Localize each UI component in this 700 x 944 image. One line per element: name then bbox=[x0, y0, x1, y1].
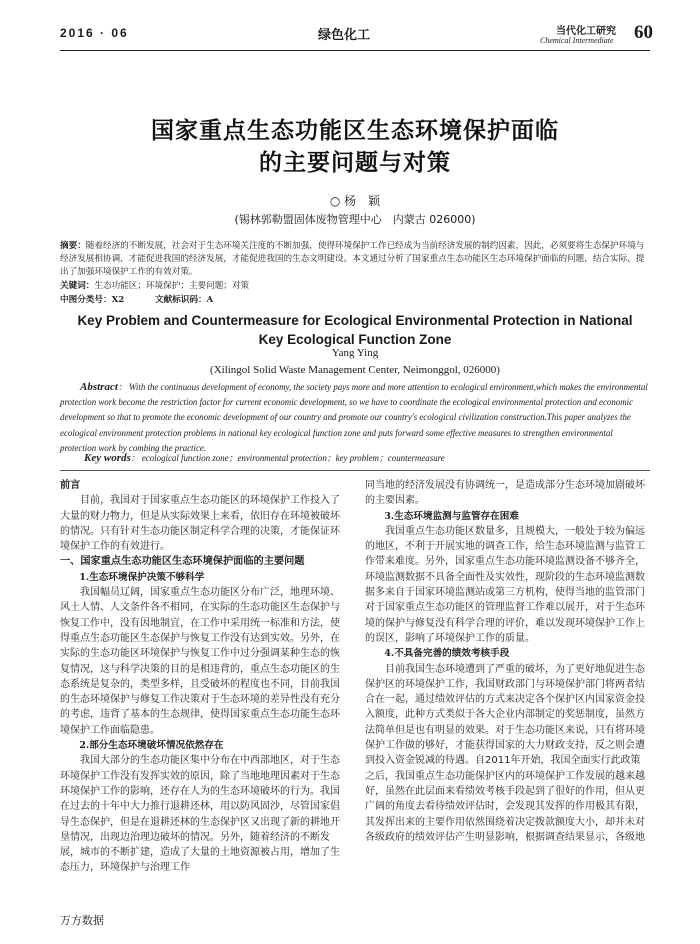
affiliation: (锡林郭勒盟固体废物管理中心 内蒙古 026000) bbox=[234, 213, 476, 226]
doc-code-value: A bbox=[206, 295, 214, 305]
doc-code-label: 文献标识码： bbox=[154, 295, 207, 305]
journal-logo-en: Chemical Intermediate bbox=[540, 36, 614, 45]
journal-logo-cn: 当代化工研究 bbox=[556, 26, 616, 37]
subsection-heading: 3.生态环境监测与监管存在困难 bbox=[384, 510, 519, 522]
keywords-text: 生态功能区；环境保护；主要问题；对策 bbox=[94, 281, 250, 291]
abstract-text: 随着经济的不断发展，社会对于生态环境关注度的不断加强，使得环境保护工作已经成为当前经济发展的制约因素，因此，必须要将生态保护环境与经济发展相协调，才能促进我国的经济发展，才能促进我国的生态文明建设。本文通过分析了国家重点生态功能区生态环境保护面临的问题，结合实际，提出了加强环境保护工作的有效对策。 bbox=[60, 241, 645, 277]
body-paragraph: 同当地的经济发展没有协调统一，是造成部分生态环境加剧破坏的主要因素。 bbox=[365, 480, 645, 507]
body-column-left bbox=[60, 478, 345, 876]
class-value: X2 bbox=[111, 295, 125, 305]
abstract-label: 摘要： bbox=[60, 241, 86, 251]
english-title-line-2: Key Ecological Function Zone bbox=[258, 332, 452, 347]
issue-date: 2016 · 06 bbox=[60, 26, 129, 40]
footer-source: 万方数据 bbox=[60, 914, 104, 927]
section-heading: 前言 bbox=[60, 480, 81, 491]
header-rule bbox=[60, 50, 650, 51]
english-author: Yang Ying bbox=[331, 347, 379, 359]
english-abstract-sep: ： bbox=[117, 382, 127, 392]
class-label: 中图分类号： bbox=[60, 295, 112, 305]
body-column-right bbox=[365, 478, 650, 845]
body-paragraph: 我国重点生态功能区数量多，且规模大，一般处于较为偏远的地区，不利于开展实地的调查工作，给生态环境监测与监管工作带来难度。另外，国家重点生态功能环境监测设备不够齐全，环境监测数据不具备全面性及实效性，现阶段的生态环境监测数据多来自于国家环境监测站或第三方机构，使得当地的监管部门对于国家重点生态功能区的管理监督工作难以展开，对于生态环境的保护与修复没有科学合理的评价，难以发现环境保护工作上的误区，影响了环境保护工作的质量。 bbox=[365, 525, 645, 644]
english-abstract-label: Abstract bbox=[80, 381, 118, 393]
english-title-line-1: Key Problem and Countermeasure for Ecological Environmental Protection in National bbox=[77, 313, 633, 328]
subsection-heading: 1.生态环境保护决策不够科学 bbox=[79, 571, 205, 583]
english-abstract bbox=[60, 380, 650, 456]
body-paragraph: 我国大部分的生态功能区集中分布在中西部地区，对于生态环境保护工作没有发挥实效的原因，除了当地地理因素对于生态环境保护工作的影响，还存在人为的生态环境破坏的行为。我国在过去的十年中大力推行退耕还林，用以防风固沙，尽管国家倡导生态保护，但是在退耕还林的生态保护区又出现了新的耕地开垦情况，出现边治理边破坏的情况。另外，随着经济的不断发展，城市的不断扩建，造成了大量的土地资源被占用，增加了生态压力，环境保护与治理工作 bbox=[60, 755, 340, 874]
english-keywords-sep: ： bbox=[130, 453, 140, 463]
journal-section: 绿色化工 bbox=[318, 28, 371, 43]
body-paragraph: 我国幅员辽阔，国家重点生态功能区分布广泛，地理环境、风土人情、人文条件各不相同，在实际的生态功能区生态保护与恢复工作中，没有因地制宜，在工作中采用统一标准和方法，使得重点生态功能区生态保护与恢复工作没有达到实效。另外，在实际的生态功能区环境保护与恢复工作中过分强调某种生态的恢复情况，这与科学决策的目的是相违背的，重点生态功能区的生态系统是复杂的，类型多样，且受破坏的程度也不同，目前我国的生态环境保护与修复工作决策对于生态环境的差异性没有充分的考虑，违背了基本的生态规律，使得国家重点生态功能生态环境保护工作面临隐患。 bbox=[60, 587, 340, 736]
page-number: 60 bbox=[634, 22, 653, 43]
english-abstract-text: With the continuous development of economy, the society pays more and more attention to ecological environment,which makes the environmental protection work become the restriction factor for current economic development, so we have to coordinate the ecological environmental protection and economic development so that to promote the economic development of our country and promote our country's ecological civilization construction.This paper analyzes the ecological environment protection problems in national key ecological function zone and puts forward some effective measures to strengthen environmental protection work by combing the practice. bbox=[60, 382, 648, 453]
body-paragraph: 目前我国生态环境遭到了严重的破坏，为了更好地促进生态保护区的环境保护工作，我国财政部门与环境保护部门将两者结合在一起，通过绩效评估的方式来决定各个保护区内国家资金投入额度，此种方式类似于各大企业内部制定的奖惩制度，虽然方法简单但是也有明显的效果。对于生态功能区来说，只有将环境保护工作做的够好，才能获得国家的大力财政支持，反之则会遭到投入资金锐减的待遇。自2011年开始，我国全面实行此政策之后，我国重点生态功能保护区内的环境保护工作发展的越来越好，虽然在此层面来看绩效考核手段起到了很好的作用，但从更广阔的角度去看待绩效评估时，会发现其发挥的作用极其有限，其发挥出来的主要作用依然围绕着决定拨款额度大小，却并未对各级政府的绩效评估产生明显影响，根据调查结果显示，各级地 bbox=[365, 663, 645, 843]
english-affiliation: (Xilingol Solid Waste Management Center, Neimonggol, 026000) bbox=[210, 364, 500, 376]
author: ○ 杨 颖 bbox=[329, 194, 381, 208]
title-line-2: 的主要问题与对策 bbox=[259, 150, 451, 176]
classification-line bbox=[60, 294, 650, 307]
abstract-cn bbox=[60, 240, 650, 279]
subsection-heading: 4.不具备完善的绩效考核手段 bbox=[384, 648, 510, 660]
english-keywords-text: ecological function zone；environmental protection；key problem；countermeasure bbox=[141, 453, 445, 463]
keywords-label: 关键词： bbox=[60, 281, 95, 291]
title-line-1: 国家重点生态功能区生态环境保护面临 bbox=[151, 118, 559, 144]
subsection-heading: 2.部分生态环境破坏情况依然存在 bbox=[79, 740, 224, 752]
section-separator bbox=[60, 470, 650, 471]
section-heading: 一、国家重点生态功能区生态环境保护面临的主要问题 bbox=[60, 556, 305, 568]
body-paragraph: 目前，我国对于国家重点生态功能区的环境保护工作投入了大量的财力物力，但是从实际效果上来看，依旧存在环境被破坏的情况。只有针对生态功能区制定科学合理的决策，才能保证环境保护工作的有效进行。 bbox=[60, 495, 340, 553]
english-keywords bbox=[84, 451, 650, 464]
keywords-cn bbox=[60, 280, 650, 293]
english-keywords-label: Key words bbox=[84, 452, 131, 464]
